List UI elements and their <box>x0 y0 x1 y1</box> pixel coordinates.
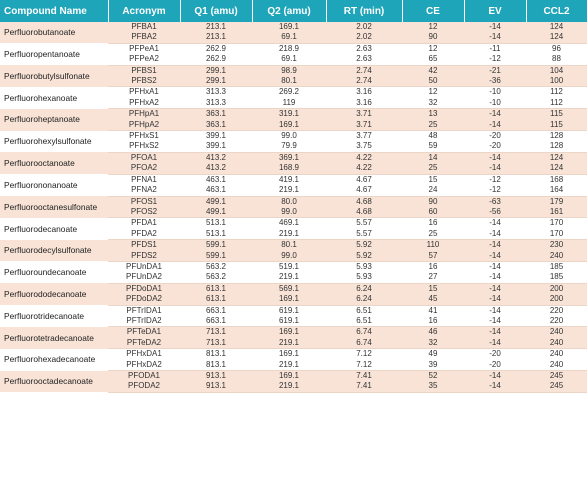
ccl2-cell: 170 <box>526 218 587 229</box>
acronym-cell: PFODA1 <box>108 371 180 382</box>
q1-cell: 813.1 <box>180 360 252 371</box>
q2-cell: 569.1 <box>252 283 326 294</box>
acronym-cell: PFHxDA2 <box>108 360 180 371</box>
table-row <box>0 283 587 294</box>
q2-cell: 369.1 <box>252 152 326 163</box>
rt-cell: 3.77 <box>326 131 402 142</box>
ev-cell: -14 <box>464 109 526 120</box>
q2-cell: 169.1 <box>252 22 326 32</box>
compound-name-cell: Perfluoroheptanoate <box>0 109 108 131</box>
acronym-cell: PFHpA2 <box>108 120 180 131</box>
rt-cell: 2.74 <box>326 76 402 87</box>
ccl2-cell: 104 <box>526 65 587 76</box>
ev-cell: -12 <box>464 54 526 65</box>
q2-cell: 80.1 <box>252 76 326 87</box>
rt-cell: 2.74 <box>326 65 402 76</box>
ev-cell: -20 <box>464 131 526 142</box>
ccl2-cell: 240 <box>526 349 587 360</box>
ce-cell: 48 <box>402 131 464 142</box>
ev-cell: -21 <box>464 65 526 76</box>
q1-cell: 563.2 <box>180 272 252 283</box>
acronym-cell: PFHxS1 <box>108 131 180 142</box>
ccl2-cell: 185 <box>526 261 587 272</box>
q1-cell: 313.3 <box>180 98 252 109</box>
rt-cell: 5.93 <box>326 261 402 272</box>
ev-cell: -12 <box>464 174 526 185</box>
ccl2-cell: 230 <box>526 240 587 251</box>
ccl2-cell: 240 <box>526 338 587 349</box>
ce-cell: 12 <box>402 22 464 32</box>
compound-name-cell: Perfluorooctanoate <box>0 152 108 174</box>
q1-cell: 513.1 <box>180 218 252 229</box>
q2-cell: 169.1 <box>252 349 326 360</box>
ce-cell: 90 <box>402 196 464 207</box>
table-row <box>0 218 587 229</box>
ce-cell: 46 <box>402 327 464 338</box>
ce-cell: 32 <box>402 338 464 349</box>
q2-cell: 619.1 <box>252 316 326 327</box>
q2-cell: 99.0 <box>252 251 326 262</box>
acronym-cell: PFUnDA1 <box>108 261 180 272</box>
q1-cell: 813.1 <box>180 349 252 360</box>
compound-name-cell: Perfluorononanoate <box>0 174 108 196</box>
q1-cell: 399.1 <box>180 141 252 152</box>
compound-name-cell: Perfluoroundecanoate <box>0 261 108 283</box>
ce-cell: 50 <box>402 76 464 87</box>
ev-cell: -14 <box>464 338 526 349</box>
q2-cell: 219.1 <box>252 185 326 196</box>
acronym-cell: PFTrIDA1 <box>108 305 180 316</box>
q1-cell: 513.1 <box>180 229 252 240</box>
q2-cell: 169.1 <box>252 294 326 305</box>
q2-cell: 269.2 <box>252 87 326 98</box>
header-compound-name: Compound Name <box>0 0 108 22</box>
q1-cell: 463.1 <box>180 185 252 196</box>
ccl2-cell: 124 <box>526 22 587 32</box>
acronym-cell: PFHxA1 <box>108 87 180 98</box>
ev-cell: -63 <box>464 196 526 207</box>
rt-cell: 6.51 <box>326 316 402 327</box>
ccl2-cell: 115 <box>526 109 587 120</box>
ce-cell: 41 <box>402 305 464 316</box>
acronym-cell: PFPeA1 <box>108 43 180 54</box>
table-row <box>0 261 587 272</box>
ce-cell: 45 <box>402 294 464 305</box>
ev-cell: -14 <box>464 32 526 43</box>
table-row <box>0 131 587 142</box>
ce-cell: 49 <box>402 349 464 360</box>
ce-cell: 65 <box>402 54 464 65</box>
acronym-cell: PFHpA1 <box>108 109 180 120</box>
table-row <box>0 327 587 338</box>
ccl2-cell: 220 <box>526 316 587 327</box>
ccl2-cell: 96 <box>526 43 587 54</box>
rt-cell: 3.16 <box>326 87 402 98</box>
acronym-cell: PFTrIDA2 <box>108 316 180 327</box>
ev-cell: -14 <box>464 294 526 305</box>
ev-cell: -14 <box>464 218 526 229</box>
compound-name-cell: Perfluorodecylsulfonate <box>0 240 108 262</box>
q2-cell: 80.1 <box>252 240 326 251</box>
rt-cell: 2.63 <box>326 43 402 54</box>
rt-cell: 3.75 <box>326 141 402 152</box>
rt-cell: 4.68 <box>326 196 402 207</box>
ev-cell: -14 <box>464 305 526 316</box>
q1-cell: 213.1 <box>180 32 252 43</box>
ccl2-cell: 88 <box>526 54 587 65</box>
acronym-cell: PFHxS2 <box>108 141 180 152</box>
acronym-cell: PFBS1 <box>108 65 180 76</box>
ccl2-cell: 179 <box>526 196 587 207</box>
ev-cell: -12 <box>464 185 526 196</box>
acronym-cell: PFDoDA1 <box>108 283 180 294</box>
q2-cell: 218.9 <box>252 43 326 54</box>
ccl2-cell: 124 <box>526 163 587 174</box>
rt-cell: 6.74 <box>326 338 402 349</box>
acronym-cell: PFDS2 <box>108 251 180 262</box>
rt-cell: 4.68 <box>326 207 402 218</box>
table-row <box>0 65 587 76</box>
rt-cell: 6.51 <box>326 305 402 316</box>
q1-cell: 262.9 <box>180 43 252 54</box>
q1-cell: 613.1 <box>180 283 252 294</box>
ccl2-cell: 185 <box>526 272 587 283</box>
ccl2-cell: 124 <box>526 32 587 43</box>
q1-cell: 413.2 <box>180 152 252 163</box>
q1-cell: 913.1 <box>180 371 252 382</box>
ce-cell: 27 <box>402 272 464 283</box>
ce-cell: 12 <box>402 87 464 98</box>
acronym-cell: PFOS1 <box>108 196 180 207</box>
ccl2-cell: 128 <box>526 131 587 142</box>
ce-cell: 32 <box>402 98 464 109</box>
ev-cell: -14 <box>464 251 526 262</box>
ev-cell: -14 <box>464 261 526 272</box>
table-row <box>0 305 587 316</box>
header-q2: Q2 (amu) <box>252 0 326 22</box>
q2-cell: 519.1 <box>252 261 326 272</box>
table-row <box>0 349 587 360</box>
rt-cell: 3.71 <box>326 120 402 131</box>
rt-cell: 4.22 <box>326 152 402 163</box>
table-row <box>0 240 587 251</box>
ce-cell: 25 <box>402 120 464 131</box>
ev-cell: -20 <box>464 349 526 360</box>
q2-cell: 119 <box>252 98 326 109</box>
acronym-cell: PFOA1 <box>108 152 180 163</box>
ce-cell: 16 <box>402 218 464 229</box>
table-body <box>0 22 587 392</box>
acronym-cell: PFBA2 <box>108 32 180 43</box>
acronym-cell: PFNA1 <box>108 174 180 185</box>
rt-cell: 4.22 <box>326 163 402 174</box>
q2-cell: 168.9 <box>252 163 326 174</box>
q1-cell: 599.1 <box>180 240 252 251</box>
ce-cell: 57 <box>402 251 464 262</box>
ev-cell: -10 <box>464 87 526 98</box>
ev-cell: -14 <box>464 381 526 392</box>
ccl2-cell: 200 <box>526 283 587 294</box>
ccl2-cell: 128 <box>526 141 587 152</box>
rt-cell: 2.63 <box>326 54 402 65</box>
compound-name-cell: Perfluorobutanoate <box>0 22 108 43</box>
q2-cell: 219.1 <box>252 272 326 283</box>
ccl2-cell: 164 <box>526 185 587 196</box>
rt-cell: 5.92 <box>326 251 402 262</box>
compound-name-cell: Perfluorodecanoate <box>0 218 108 240</box>
rt-cell: 7.12 <box>326 360 402 371</box>
rt-cell: 6.74 <box>326 327 402 338</box>
q2-cell: 219.1 <box>252 381 326 392</box>
q2-cell: 79.9 <box>252 141 326 152</box>
ccl2-cell: 112 <box>526 87 587 98</box>
q1-cell: 713.1 <box>180 327 252 338</box>
ccl2-cell: 161 <box>526 207 587 218</box>
q1-cell: 299.1 <box>180 65 252 76</box>
compound-name-cell: Perfluoropentanoate <box>0 43 108 65</box>
ev-cell: -14 <box>464 152 526 163</box>
q2-cell: 469.1 <box>252 218 326 229</box>
rt-cell: 5.57 <box>326 229 402 240</box>
q2-cell: 619.1 <box>252 305 326 316</box>
ev-cell: -14 <box>464 120 526 131</box>
acronym-cell: PFBS2 <box>108 76 180 87</box>
header-row <box>0 0 587 22</box>
q2-cell: 98.9 <box>252 65 326 76</box>
ev-cell: -14 <box>464 240 526 251</box>
q1-cell: 463.1 <box>180 174 252 185</box>
ce-cell: 15 <box>402 283 464 294</box>
compound-name-cell: Perfluorooctadecanoate <box>0 371 108 393</box>
table-row <box>0 22 587 32</box>
table-row <box>0 87 587 98</box>
ccl2-cell: 240 <box>526 360 587 371</box>
header-q1: Q1 (amu) <box>180 0 252 22</box>
ev-cell: -20 <box>464 360 526 371</box>
q1-cell: 613.1 <box>180 294 252 305</box>
q1-cell: 363.1 <box>180 120 252 131</box>
ce-cell: 25 <box>402 229 464 240</box>
q2-cell: 169.1 <box>252 327 326 338</box>
table-row <box>0 174 587 185</box>
compound-name-cell: Perfluorohexadecanoate <box>0 349 108 371</box>
ev-cell: -10 <box>464 98 526 109</box>
q2-cell: 169.1 <box>252 371 326 382</box>
ce-cell: 39 <box>402 360 464 371</box>
acronym-cell: PFDA2 <box>108 229 180 240</box>
q2-cell: 169.1 <box>252 120 326 131</box>
rt-cell: 6.24 <box>326 294 402 305</box>
q1-cell: 413.2 <box>180 163 252 174</box>
q1-cell: 499.1 <box>180 207 252 218</box>
header-ev: EV <box>464 0 526 22</box>
acronym-cell: PFDA1 <box>108 218 180 229</box>
compound-name-cell: Perfluorooctanesulfonate <box>0 196 108 218</box>
rt-cell: 3.71 <box>326 109 402 120</box>
ccl2-cell: 168 <box>526 174 587 185</box>
rt-cell: 4.67 <box>326 185 402 196</box>
ccl2-cell: 124 <box>526 152 587 163</box>
table-row <box>0 152 587 163</box>
acronym-cell: PFDoDA2 <box>108 294 180 305</box>
q1-cell: 913.1 <box>180 381 252 392</box>
ce-cell: 59 <box>402 141 464 152</box>
q2-cell: 99.0 <box>252 207 326 218</box>
ev-cell: -20 <box>464 141 526 152</box>
ccl2-cell: 115 <box>526 120 587 131</box>
ccl2-cell: 112 <box>526 98 587 109</box>
ccl2-cell: 220 <box>526 305 587 316</box>
ev-cell: -56 <box>464 207 526 218</box>
ev-cell: -14 <box>464 283 526 294</box>
acronym-cell: PFOA2 <box>108 163 180 174</box>
ce-cell: 14 <box>402 152 464 163</box>
ev-cell: -14 <box>464 316 526 327</box>
ce-cell: 24 <box>402 185 464 196</box>
header-acronym: Acronym <box>108 0 180 22</box>
table-row <box>0 196 587 207</box>
q1-cell: 563.2 <box>180 261 252 272</box>
compound-name-cell: Perfluorododecanoate <box>0 283 108 305</box>
q2-cell: 419.1 <box>252 174 326 185</box>
ev-cell: -11 <box>464 43 526 54</box>
ev-cell: -14 <box>464 22 526 32</box>
q1-cell: 313.3 <box>180 87 252 98</box>
table-row <box>0 371 587 382</box>
acronym-cell: PFNA2 <box>108 185 180 196</box>
rt-cell: 2.02 <box>326 32 402 43</box>
q2-cell: 69.1 <box>252 54 326 65</box>
q1-cell: 713.1 <box>180 338 252 349</box>
rt-cell: 5.92 <box>326 240 402 251</box>
ev-cell: -14 <box>464 327 526 338</box>
compound-name-cell: Perfluorotridecanoate <box>0 305 108 327</box>
acronym-cell: PFPeA2 <box>108 54 180 65</box>
ccl2-cell: 170 <box>526 229 587 240</box>
acronym-cell: PFOS2 <box>108 207 180 218</box>
header-ce: CE <box>402 0 464 22</box>
q2-cell: 319.1 <box>252 109 326 120</box>
acronym-cell: PFUnDA2 <box>108 272 180 283</box>
ev-cell: -36 <box>464 76 526 87</box>
q1-cell: 663.1 <box>180 316 252 327</box>
table-row <box>0 109 587 120</box>
header-rt: RT (min) <box>326 0 402 22</box>
ccl2-cell: 200 <box>526 294 587 305</box>
ce-cell: 90 <box>402 32 464 43</box>
rt-cell: 2.02 <box>326 22 402 32</box>
rt-cell: 5.93 <box>326 272 402 283</box>
compound-name-cell: Perfluorotetradecanoate <box>0 327 108 349</box>
rt-cell: 4.67 <box>326 174 402 185</box>
q2-cell: 80.0 <box>252 196 326 207</box>
q2-cell: 219.1 <box>252 338 326 349</box>
q2-cell: 219.1 <box>252 229 326 240</box>
q1-cell: 262.9 <box>180 54 252 65</box>
ev-cell: -14 <box>464 371 526 382</box>
ev-cell: -14 <box>464 272 526 283</box>
q1-cell: 213.1 <box>180 22 252 32</box>
acronym-cell: PFTeDA2 <box>108 338 180 349</box>
compound-name-cell: Perfluorohexanoate <box>0 87 108 109</box>
q2-cell: 99.0 <box>252 131 326 142</box>
rt-cell: 7.41 <box>326 381 402 392</box>
acronym-cell: PFHxDA1 <box>108 349 180 360</box>
q1-cell: 299.1 <box>180 76 252 87</box>
rt-cell: 6.24 <box>326 283 402 294</box>
ce-cell: 25 <box>402 163 464 174</box>
ce-cell: 12 <box>402 43 464 54</box>
ce-cell: 110 <box>402 240 464 251</box>
ce-cell: 16 <box>402 316 464 327</box>
rt-cell: 7.12 <box>326 349 402 360</box>
q1-cell: 599.1 <box>180 251 252 262</box>
header-ccl2: CCL2 <box>526 0 587 22</box>
q2-cell: 69.1 <box>252 32 326 43</box>
acronym-cell: PFBA1 <box>108 22 180 32</box>
ce-cell: 16 <box>402 261 464 272</box>
compound-name-cell: Perfluorobutylsulfonate <box>0 65 108 87</box>
ccl2-cell: 100 <box>526 76 587 87</box>
q1-cell: 399.1 <box>180 131 252 142</box>
rt-cell: 3.16 <box>326 98 402 109</box>
acronym-cell: PFODA2 <box>108 381 180 392</box>
q1-cell: 663.1 <box>180 305 252 316</box>
q2-cell: 219.1 <box>252 360 326 371</box>
compound-name-cell: Perfluorohexylsulfonate <box>0 131 108 153</box>
rt-cell: 7.41 <box>326 371 402 382</box>
ccl2-cell: 245 <box>526 381 587 392</box>
ccl2-cell: 245 <box>526 371 587 382</box>
ce-cell: 13 <box>402 109 464 120</box>
ce-cell: 52 <box>402 371 464 382</box>
ce-cell: 35 <box>402 381 464 392</box>
q1-cell: 499.1 <box>180 196 252 207</box>
q1-cell: 363.1 <box>180 109 252 120</box>
rt-cell: 5.57 <box>326 218 402 229</box>
ce-cell: 60 <box>402 207 464 218</box>
ev-cell: -14 <box>464 163 526 174</box>
acronym-cell: PFDS1 <box>108 240 180 251</box>
ccl2-cell: 240 <box>526 251 587 262</box>
acronym-cell: PFHxA2 <box>108 98 180 109</box>
ce-cell: 15 <box>402 174 464 185</box>
table-row <box>0 43 587 54</box>
ev-cell: -14 <box>464 229 526 240</box>
ccl2-cell: 240 <box>526 327 587 338</box>
ce-cell: 42 <box>402 65 464 76</box>
acronym-cell: PFTeDA1 <box>108 327 180 338</box>
